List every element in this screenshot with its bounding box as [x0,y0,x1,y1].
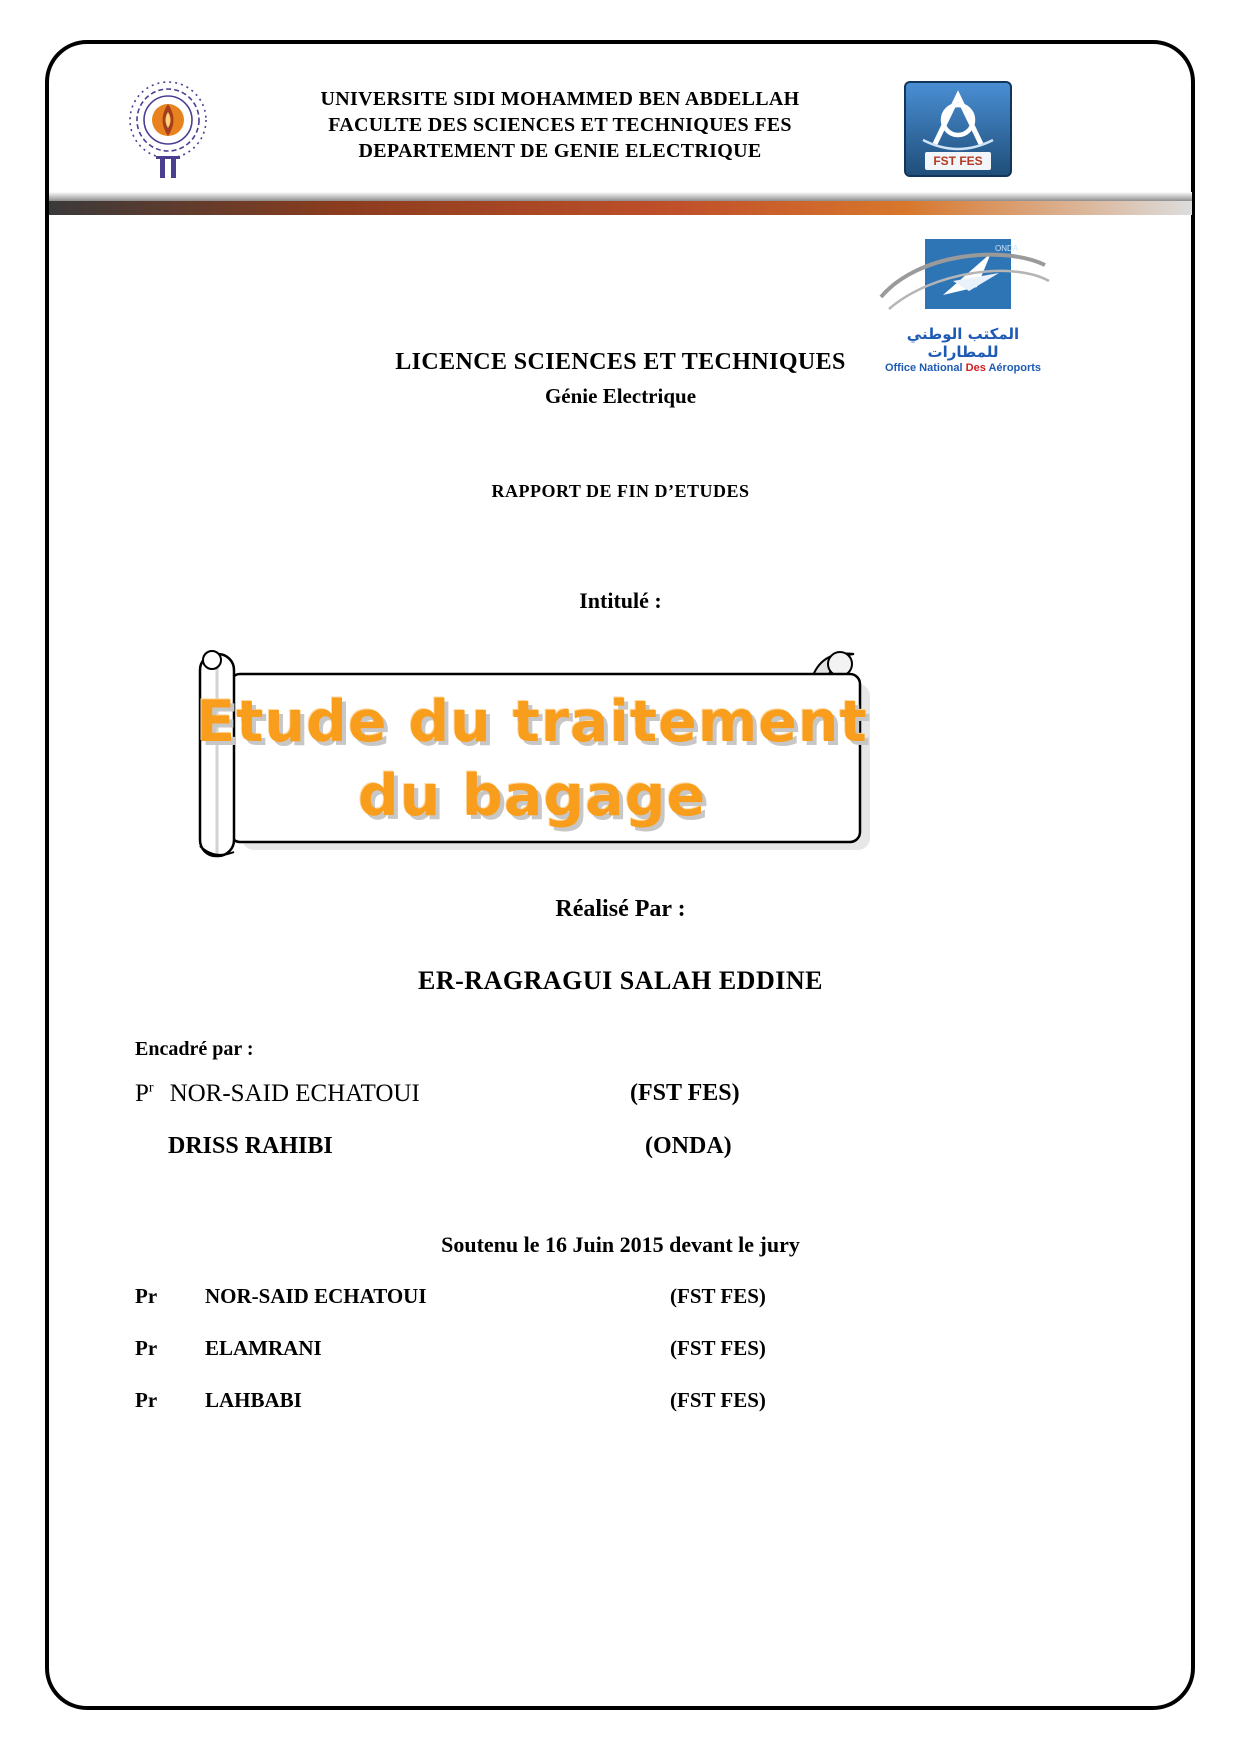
jury-member-name: ELAMRANI [205,1336,322,1360]
supervisor-org: (ONDA) [645,1133,732,1159]
supervisor-name: DRISS RAHIBI [168,1133,333,1159]
banner-title-textbox [196,676,868,841]
header-line-university: UNIVERSITE SIDI MOHAMMED BEN ABDELLAH [320,88,800,110]
supervisor-row [135,1080,1105,1108]
header-line-department: DEPARTEMENT DE GENIE ELECTRIQUE [358,140,762,162]
onda-caption-left: Office National [884,362,966,374]
separator-band-top [49,192,1192,201]
title-scroll-banner [172,636,884,874]
defense-date-line: Soutenu le 16 Juin 2015 devant le jury [441,1232,800,1257]
title-rapport: RAPPORT DE FIN D’ETUDES [491,481,750,501]
jury-member-name: NOR-SAID ECHATOUI [205,1284,427,1308]
author-name: ER-RAGRAGUI SALAH EDDINE [418,966,823,995]
fst-fes-logo [903,80,1013,178]
title-licence: LICENCE SCIENCES ET TECHNIQUES [395,349,846,375]
jury-member-title: Pr [135,1336,158,1360]
supervisor-org: (FST FES) [630,1080,740,1106]
jury-member-title: Pr [135,1284,158,1308]
supervisor-title-sup: r [148,1080,154,1096]
header-separator-bar [49,192,1192,215]
onda-caption-des: Des [965,362,986,374]
university-emblem-icon [118,74,218,180]
header-university-block [250,86,870,164]
title-genie-electrique: Génie Electrique [544,384,697,408]
jury-row [135,1388,1105,1413]
onda-caption-right: Aéroports [985,362,1042,374]
supervisor-name: NOR-SAID ECHATOUI [169,1080,420,1107]
jury-row [135,1336,1105,1361]
fst-fes-logo-label: FST FES [933,154,983,168]
onda-logo-icon [873,235,1053,323]
fst-fes-logo-icon [903,80,1013,178]
realise-par-label: Réalisé Par : [555,896,686,922]
jury-row [135,1284,1105,1309]
jury-member-org: (FST FES) [670,1388,766,1412]
supervisor-row [168,1133,1108,1160]
separator-band-bottom [49,201,1192,215]
encadre-par-label: Encadré par : [135,1038,254,1060]
title-intitule: Intitulé : [579,588,662,613]
jury-member-title: Pr [135,1388,158,1412]
university-emblem-logo [118,74,218,180]
jury-member-org: (FST FES) [670,1284,766,1308]
jury-member-org: (FST FES) [670,1336,766,1360]
onda-arabic-caption: المكتب الوطني للمطارات [906,325,1020,361]
svg-text:ONDA: ONDA [995,244,1019,253]
jury-member-name: LAHBABI [205,1388,302,1412]
banner-title-line2: du bagage [357,762,707,829]
header-line-faculty: FACULTE DES SCIENCES ET TECHNIQUES FES [328,114,792,136]
supervisor-title-prefix: P [135,1080,149,1107]
banner-title-line1: Etude du traitement [196,688,868,755]
